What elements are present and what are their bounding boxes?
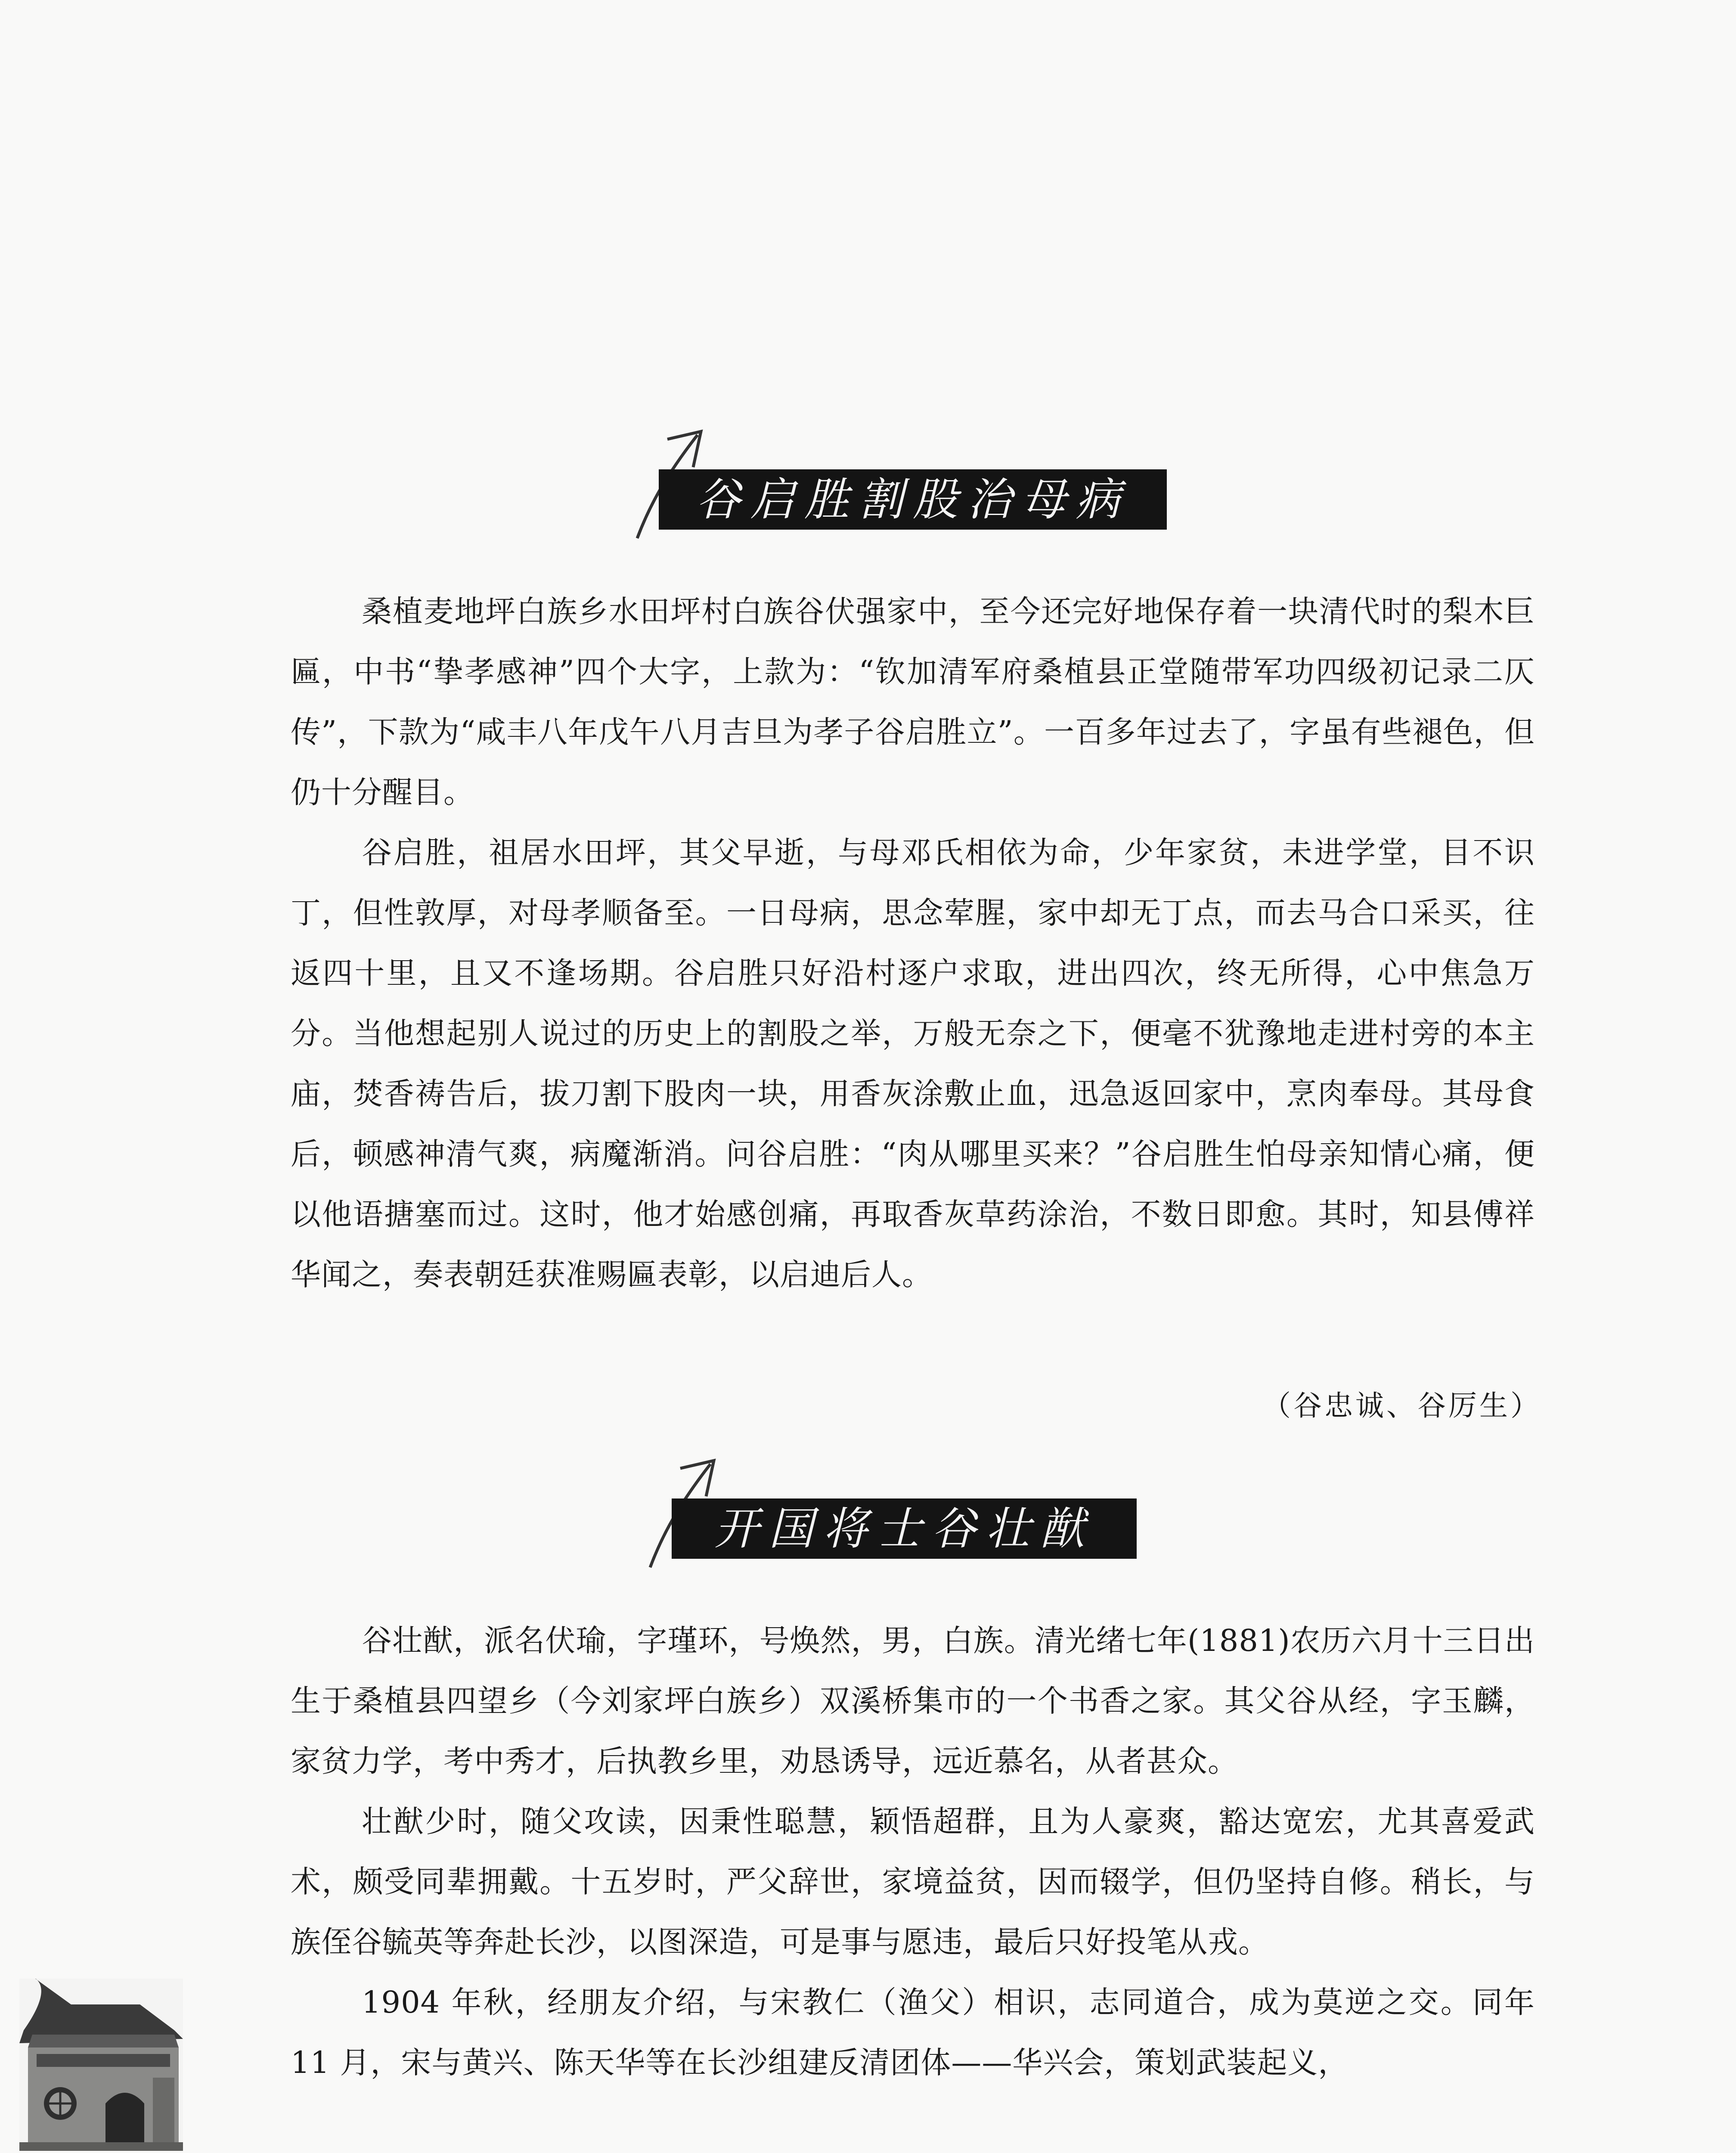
paragraph: 谷壮猷，派名伏瑜，字瑾环，号焕然，男，白族。清光绪七年(1881)农历六月十三日出生于桑植县四望乡（今刘家坪白族乡）双溪桥集市的一个书香之家。其父谷从经，字玉麟，家贫力学，考中秀才，后执教乡里，劝恳诱导，远近慕名，从者甚众。 <box>291 1623 1535 1779</box>
temple-illustration-icon <box>19 1979 183 2151</box>
author-credit: （谷忠诚、谷厉生） <box>1262 1389 1541 1422</box>
section-heading-2 <box>646 1498 1137 1559</box>
paragraph: 1904 年秋，经朋友介绍，与宋教仁（渔父）相识，志同道合，成为莫逆之交。同年 11 月，宋与黄兴、陈天华等在长沙组建反清团体——华兴会，策划武装起义， <box>291 1985 1535 2080</box>
paragraph: 桑植麦地坪白族乡水田坪村白族谷伏强家中，至今还完好地保存着一块清代时的梨木巨匾，中书“挚孝感神”四个大字，上款为：“钦加清军府桑植县正堂随带军功四级初记录二仄传”，下款为“咸丰八年戊午八月吉旦为孝子谷启胜立”。一百多年过去了，字虽有些褪色，但仍十分醒目。 <box>291 594 1535 810</box>
article-body-1 <box>291 581 1535 1305</box>
section-heading-1 <box>633 469 1167 530</box>
article-body-2 <box>291 1610 1535 2093</box>
paragraph: 壮猷少时，随父攻读，因秉性聪慧，颖悟超群，且为人豪爽，豁达宽宏，尤其喜爱武术，颇受同辈拥戴。十五岁时，严父辞世，家境益贫，因而辍学，但仍坚持自修。稍长，与族侄谷毓英等奔赴长沙，以图深造，可是事与愿违，最后只好投笔从戎。 <box>291 1804 1535 1960</box>
section-title: 开国将士谷壮猷 <box>672 1498 1137 1559</box>
section-title: 谷启胜割股治母病 <box>659 469 1167 530</box>
paragraph: 谷启胜，祖居水田坪，其父早逝，与母邓氏相依为命，少年家贫，未进学堂，目不识丁，但性敦厚，对母孝顺备至。一日母病，思念荤腥，家中却无丁点，而去马合口采买，往返四十里，且又不逢场期。谷启胜只好沿村逐户求取，进出四次，终无所得，心中焦急万分。当他想起别人说过的历史上的割股之举，万般无奈之下，便毫不犹豫地走进村旁的本主庙，焚香祷告后，拔刀割下股肉一块，用香灰涂敷止血，迅急返回家中，烹肉奉母。其母食后，顿感神清气爽，病魔渐消。问谷启胜：“肉从哪里买来？”谷启胜生怕母亲知情心痛，便以他语搪塞而过。这时，他才始感创痛，再取香灰草药涂治，不数日即愈。其时，知县傅祥华闻之，奏表朝廷获准赐匾表彰，以启迪后人。 <box>291 835 1535 1292</box>
